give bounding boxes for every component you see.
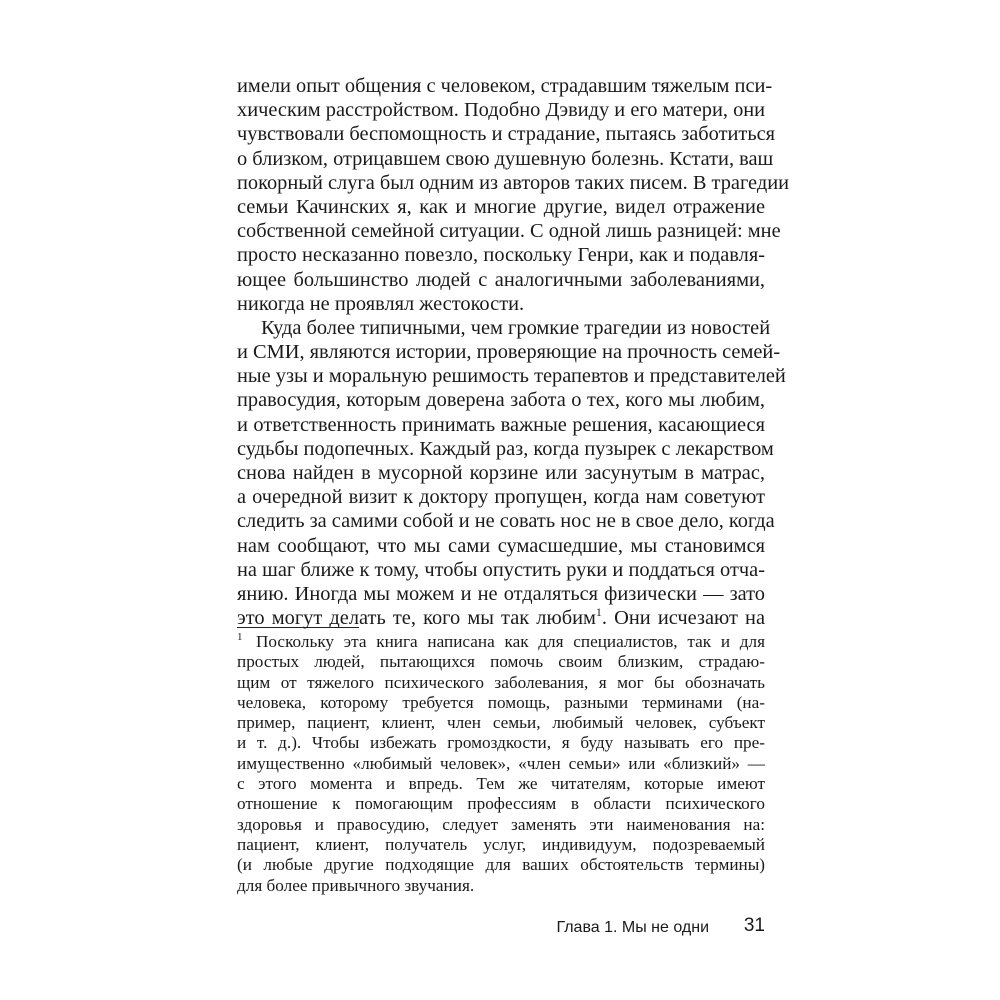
text-line: янию. Иногда мы можем и не отдаляться физически — зато bbox=[237, 582, 765, 605]
text-fragment: . Они исчезают на bbox=[601, 607, 765, 630]
text-line: хическим расстройством. Подобно Дэвиду и его матери, они bbox=[237, 99, 766, 122]
footnote-line: пример, пациент, клиент, член семьи, любимый человек, субъект bbox=[237, 713, 765, 733]
text-line: семьи Качинских я, как и многие другие, видел отражение bbox=[237, 195, 765, 218]
footnote-body bbox=[237, 632, 765, 896]
text-line: на шаг ближе к тому, чтобы опустить руки и поддаться отча- bbox=[237, 558, 765, 581]
footnote-line: пациент, клиент, получатель услуг, индивидуум, подозреваемый bbox=[237, 834, 765, 854]
footnote-line: щим от тяжелого психического заболевания, я мог бы обозначать bbox=[237, 672, 765, 692]
footnote-line: простых людей, пытающихся помочь своим близким, страдаю- bbox=[237, 652, 765, 672]
text-line: и СМИ, являются истории, проверяющие на прочность семей- bbox=[237, 341, 781, 364]
footnote-line: человека, которому требуется помощь, разными терминами (на- bbox=[237, 692, 765, 712]
text-line: судьбы подопечных. Каждый раз, когда пузырек с лекарством bbox=[237, 437, 774, 460]
main-text-block bbox=[237, 74, 790, 630]
chapter-title: Глава 1. Мы не одни bbox=[556, 919, 709, 936]
paragraph-end-line: никогда не проявлял жестокости. bbox=[237, 292, 525, 315]
text-line: собственной семейной ситуации. С одной лишь разницей: мне bbox=[237, 220, 781, 243]
running-footer bbox=[540, 914, 765, 940]
footnote bbox=[237, 632, 765, 896]
footnote-line: для более привычного звучания. bbox=[237, 875, 475, 895]
footnote-line: и т. д.). Чтобы избежать громоздкости, я буду называть его пре- bbox=[237, 733, 765, 753]
footnote-line: здоровья и правосудию, следует заменять эти наименования на: bbox=[237, 814, 765, 834]
text-line: просто несказанно повезло, поскольку Генри, как и подавля- bbox=[237, 244, 765, 267]
text-line: правосудия, которым доверена забота о тех, кого мы любим, bbox=[237, 389, 765, 412]
text-line: и ответственность принимать важные решения, касающиеся bbox=[237, 413, 765, 436]
text-line: а очередной визит к доктору пропущен, когда нам советуют bbox=[237, 486, 765, 509]
text-line: чувствовали беспомощность и страдание, пытаясь заботиться bbox=[237, 123, 776, 146]
text-line: следить за самими собой и не совать нос не в свое дело, когда bbox=[237, 510, 775, 533]
footnote-reference[interactable]: 1 bbox=[595, 605, 602, 620]
text-fragment: это могут делать те, кого мы так любим bbox=[237, 607, 596, 630]
text-line: нам сообщают, что мы сами сумасшедшие, мы становимся bbox=[237, 534, 765, 557]
footnote-line: (и любые другие подходящие для ваших обстоятельств термины) bbox=[237, 855, 765, 875]
text-line: ющее большинство людей с аналогичными заболеваниями, bbox=[237, 268, 765, 291]
footnote-line: Поскольку эта книга написана как для специалистов, так и для bbox=[256, 632, 765, 651]
page-number: 31 bbox=[743, 915, 765, 936]
footnote-separator bbox=[237, 627, 359, 628]
text-line: снова найден в мусорной корзине или засунутым в матрас, bbox=[237, 462, 765, 484]
text-line: о близком, отрицавшем свою душевную болезнь. Кстати, ваш bbox=[237, 147, 774, 170]
text-line: имели опыт общения с человеком, страдавшим тяжелым пси- bbox=[237, 75, 773, 97]
text-line: покорный слуга был одним из авторов таких писем. В трагедии bbox=[237, 171, 790, 194]
footnote-marker: 1 bbox=[237, 631, 243, 643]
footnote-line: отношение к помогающим профессиям в области психического bbox=[237, 794, 765, 814]
text-line: ные узы и моральную решимость терапевтов и представителей bbox=[237, 365, 786, 388]
paragraph-start-line: Куда более типичными, чем громкие трагедии из новостей bbox=[261, 316, 771, 339]
footnote-line: имущественно «любимый человек», «член семьи» или «близкий» — bbox=[237, 753, 765, 773]
footnote-line: с этого момента и впредь. Тем же читателям, которые имеют bbox=[237, 774, 765, 794]
